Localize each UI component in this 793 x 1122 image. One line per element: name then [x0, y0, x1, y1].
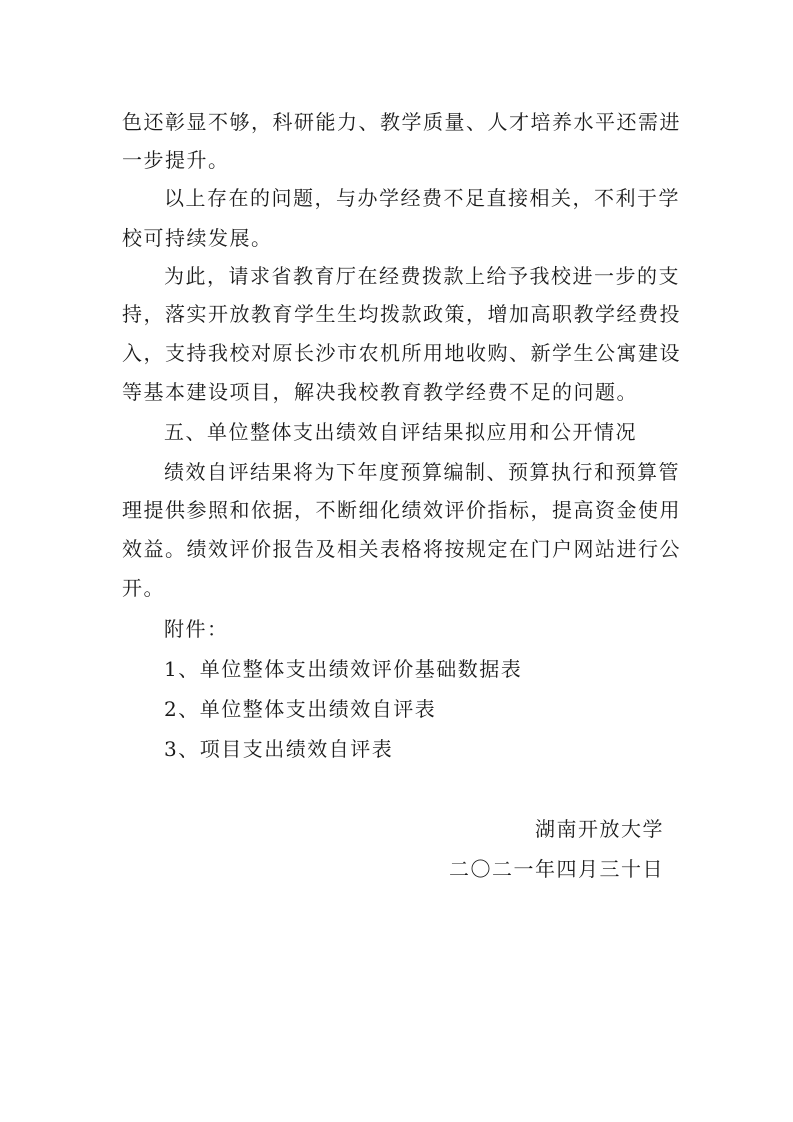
paragraph-4-line-1: 绩效自评结果将为下年度预算编制、预算执行和预算管: [164, 460, 680, 484]
paragraph-4-line-4: 开。: [122, 576, 165, 600]
paragraph-3-line-3: 入，支持我校对原长沙市农机所用地收购、新学生公寓建设: [122, 341, 681, 365]
signature-organization: 湖南开放大学: [535, 817, 664, 841]
attachment-item-1: 1、单位整体支出绩效评价基础数据表: [164, 657, 523, 681]
paragraph-4-line-2: 理提供参照和依据，不断细化绩效评价指标，提高资金使用: [122, 498, 681, 522]
paragraph-1-line-1: 色还彰显不够，科研能力、教学质量、人才培养水平还需进: [122, 110, 681, 134]
paragraph-1-line-2: 一步提升。: [122, 148, 230, 172]
paragraph-3-line-4: 等基本建设项目，解决我校教育教学经费不足的问题。: [122, 380, 638, 404]
section-heading: 五、单位整体支出绩效自评结果拟应用和公开情况: [164, 420, 637, 444]
paragraph-3-line-1: 为此，请求省教育厅在经费拨款上给予我校进一步的支: [164, 264, 680, 288]
paragraph-2-line-1: 以上存在的问题，与办学经费不足直接相关，不利于学: [164, 186, 680, 210]
paragraph-2-line-2: 校可持续发展。: [122, 226, 273, 250]
signature-date: 二〇二一年四月三十日: [449, 857, 664, 881]
attachment-item-2: 2、单位整体支出绩效自评表: [164, 697, 437, 721]
paragraph-4-line-3: 效益。绩效评价报告及相关表格将按规定在门户网站进行公: [122, 537, 681, 561]
attachment-item-3: 3、项目支出绩效自评表: [164, 737, 394, 761]
paragraph-3-line-2: 持，落实开放教育学生生均拨款政策，增加高职教学经费投: [122, 302, 681, 326]
attachments-label: 附件：: [164, 617, 229, 641]
